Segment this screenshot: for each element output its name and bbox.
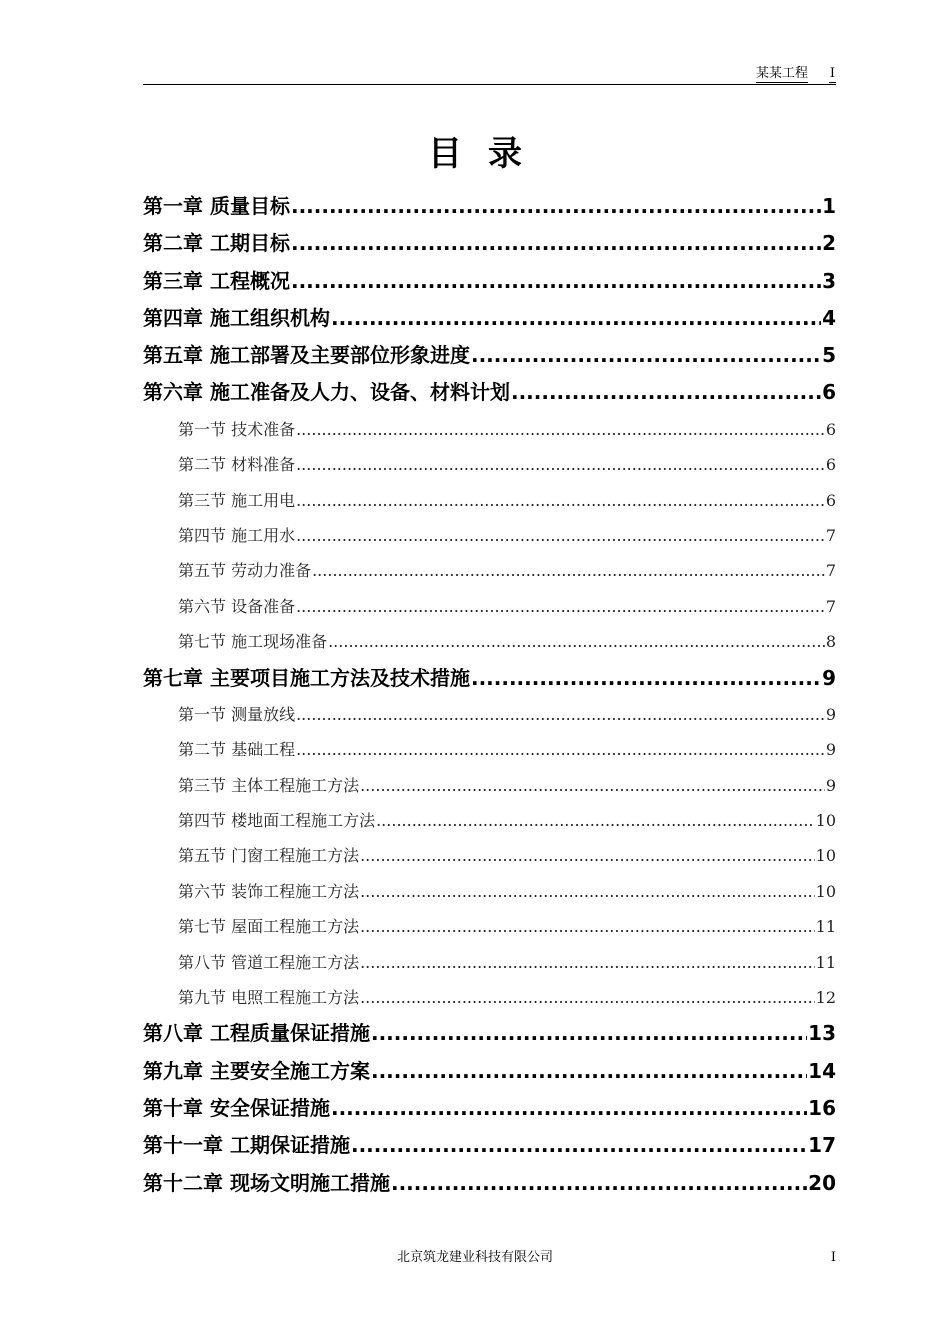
toc-entry-label: 第三章 工程概况 (143, 268, 290, 293)
toc-dot-leader (331, 300, 821, 337)
toc-entry-page: 7 (825, 561, 836, 581)
toc-dot-leader (471, 660, 821, 697)
toc-entry-label: 第五节 门窗工程施工方法 (178, 846, 360, 866)
toc-entry-chapter[interactable] (143, 300, 836, 337)
toc-dot-leader (312, 553, 825, 588)
toc-entry-page: 6 (822, 380, 836, 405)
toc-entry-section[interactable] (143, 697, 836, 732)
toc-entry-page: 12 (815, 987, 836, 1007)
page-header (143, 64, 836, 85)
toc-entry-section[interactable] (143, 945, 836, 980)
toc-entry-page: 8 (825, 632, 836, 652)
toc-entry-label: 第二节 材料准备 (178, 455, 296, 475)
toc-entry-section[interactable] (143, 732, 836, 767)
toc-entry-section[interactable] (143, 980, 836, 1015)
toc-entry-label: 第一章 质量目标 (143, 194, 290, 218)
toc-entry-label: 第二节 基础工程 (178, 740, 296, 760)
toc-dot-leader (360, 838, 815, 873)
toc-entry-label: 第四节 施工用水 (178, 525, 296, 545)
toc-entry-label: 第十二章 现场文明施工措施 (143, 1170, 390, 1195)
toc-dot-leader (391, 1165, 807, 1202)
toc-dot-leader (291, 188, 821, 225)
toc-dot-leader (291, 263, 821, 300)
toc-dot-leader (296, 732, 825, 767)
footer-page-number: I (830, 1250, 836, 1265)
toc-entry-page: 6 (825, 455, 836, 475)
toc-entry-page: 10 (815, 846, 836, 866)
toc-entry-page: 5 (822, 343, 836, 368)
toc-entry-section[interactable] (143, 909, 836, 944)
toc-entry-label: 第五章 施工部署及主要部位形象进度 (143, 343, 470, 368)
toc-entry-label: 第四节 楼地面工程施工方法 (178, 810, 376, 830)
toc-entry-chapter[interactable] (143, 1090, 836, 1127)
toc-entry-chapter[interactable] (143, 337, 836, 374)
toc-dot-leader (296, 589, 825, 624)
toc-entry-label: 第六章 施工准备及人力、设备、材料计划 (143, 380, 510, 405)
toc-entry-page: 9 (825, 740, 836, 760)
document-title: 目录 (428, 134, 548, 174)
toc-entry-label: 第四章 施工组织机构 (143, 305, 330, 330)
toc-dot-leader (328, 624, 825, 659)
toc-entry-page: 3 (822, 268, 836, 293)
toc-entry-section[interactable] (143, 768, 836, 803)
toc-entry-page: 20 (808, 1170, 836, 1195)
toc-entry-chapter[interactable] (143, 263, 836, 300)
toc-dot-leader (360, 874, 815, 909)
toc-entry-section[interactable] (143, 589, 836, 624)
toc-entry-label: 第十章 安全保证措施 (143, 1095, 330, 1120)
toc-entry-page: 7 (825, 525, 836, 545)
toc-dot-leader (371, 1015, 807, 1052)
toc-entry-section[interactable] (143, 518, 836, 553)
toc-entry-chapter[interactable] (143, 188, 836, 225)
toc-entry-page: 1 (822, 194, 836, 218)
toc-entry-page: 9 (825, 775, 836, 795)
page-footer (0, 1248, 950, 1268)
toc-entry-chapter[interactable] (143, 1165, 836, 1202)
toc-entry-section[interactable] (143, 874, 836, 909)
toc-entry-page: 9 (825, 704, 836, 724)
toc-entry-chapter[interactable] (143, 1127, 836, 1164)
toc-entry-page: 7 (825, 596, 836, 616)
toc-entry-label: 第三节 主体工程施工方法 (178, 775, 360, 795)
toc-dot-leader (296, 697, 825, 732)
footer-company: 北京筑龙建业科技有限公司 (396, 1250, 553, 1265)
toc-entry-chapter[interactable] (143, 660, 836, 697)
toc-entry-page: 10 (815, 881, 836, 901)
toc-entry-label: 第八节 管道工程施工方法 (178, 952, 360, 972)
toc-dot-leader (296, 447, 825, 482)
toc-entry-chapter[interactable] (143, 1015, 836, 1052)
toc-entry-page: 6 (825, 490, 836, 510)
toc-entry-page: 6 (825, 419, 836, 439)
toc-dot-leader (360, 768, 825, 803)
toc-entry-chapter[interactable] (143, 374, 836, 411)
toc-entry-section[interactable] (143, 838, 836, 873)
toc-dot-leader (360, 945, 815, 980)
toc-entry-section[interactable] (143, 553, 836, 588)
table-of-contents (143, 188, 836, 1202)
toc-entry-label: 第七节 施工现场准备 (178, 632, 328, 652)
toc-entry-chapter[interactable] (143, 1053, 836, 1090)
toc-entry-page: 11 (815, 917, 836, 937)
toc-dot-leader (351, 1127, 807, 1164)
toc-entry-page: 13 (808, 1021, 836, 1046)
toc-entry-label: 第二章 工期目标 (143, 231, 290, 256)
toc-entry-page: 4 (822, 305, 836, 330)
toc-entry-section[interactable] (143, 803, 836, 838)
toc-entry-page: 2 (822, 231, 836, 256)
toc-entry-section[interactable] (143, 412, 836, 447)
toc-entry-label: 第九节 电照工程施工方法 (178, 987, 360, 1007)
toc-entry-page: 17 (808, 1133, 836, 1158)
toc-dot-leader (360, 980, 815, 1015)
toc-entry-page: 14 (808, 1058, 836, 1083)
toc-entry-page: 11 (815, 952, 836, 972)
toc-entry-label: 第六节 设备准备 (178, 596, 296, 616)
toc-entry-section[interactable] (143, 483, 836, 518)
toc-dot-leader (291, 225, 821, 262)
header-page-number: I (829, 66, 835, 81)
toc-dot-leader (511, 374, 821, 411)
toc-entry-label: 第七章 主要项目施工方法及技术措施 (143, 665, 470, 690)
toc-entry-label: 第一节 技术准备 (178, 419, 296, 439)
toc-entry-chapter[interactable] (143, 225, 836, 262)
toc-dot-leader (371, 1053, 807, 1090)
toc-entry-label: 第七节 屋面工程施工方法 (178, 917, 360, 937)
toc-dot-leader (331, 1090, 807, 1127)
toc-entry-page: 16 (808, 1095, 836, 1120)
toc-dot-leader (376, 803, 815, 838)
toc-entry-section[interactable] (143, 624, 836, 659)
toc-entry-label: 第八章 工程质量保证措施 (143, 1021, 370, 1046)
toc-entry-label: 第一节 测量放线 (178, 704, 296, 724)
toc-dot-leader (296, 412, 825, 447)
toc-entry-page: 10 (815, 810, 836, 830)
toc-entry-label: 第六节 装饰工程施工方法 (178, 881, 360, 901)
toc-dot-leader (471, 337, 821, 374)
toc-entry-label: 第五节 劳动力准备 (178, 561, 312, 581)
header-title: 某某工程 (755, 66, 808, 81)
toc-entry-label: 第十一章 工期保证措施 (143, 1133, 350, 1158)
toc-dot-leader (360, 909, 815, 944)
toc-dot-leader (296, 483, 825, 518)
toc-entry-section[interactable] (143, 447, 836, 482)
toc-entry-label: 第三节 施工用电 (178, 490, 296, 510)
toc-entry-label: 第九章 主要安全施工方案 (143, 1058, 370, 1083)
toc-entry-page: 9 (822, 665, 836, 690)
toc-dot-leader (296, 518, 825, 553)
